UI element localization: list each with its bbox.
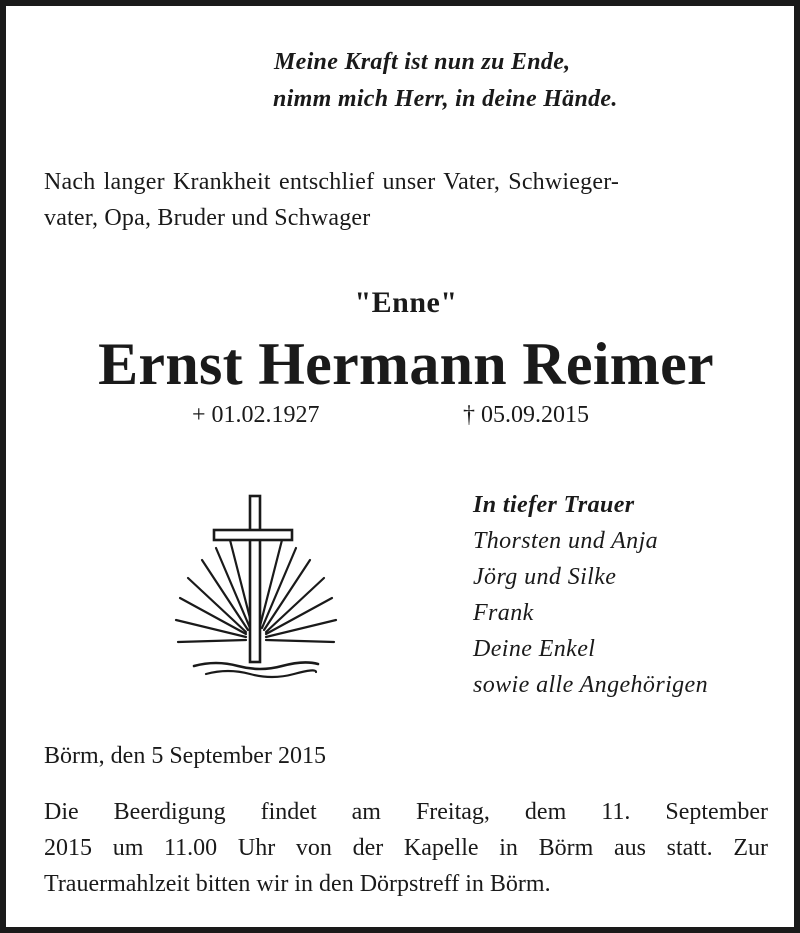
cross-sunrise-icon <box>166 490 346 680</box>
bible-verse <box>274 44 618 118</box>
nickname: "Enne" <box>354 286 458 319</box>
mourner-4: Deine Enkel <box>473 636 596 662</box>
birth-date: + 01.02.1927 <box>192 402 320 428</box>
mourner-3: Frank <box>473 600 534 626</box>
funeral-line-1: Die Beerdigung findet am Freitag, dem 11. September <box>44 799 768 825</box>
verse-line-1: Meine Kraft ist nun zu Ende, <box>274 49 571 75</box>
intro-line-1: Nach langer Krankheit entschlief unser Vater, Schwieger- <box>44 169 620 195</box>
funeral-line-2: 2015 um 11.00 Uhr von der Kapelle in Börm aus statt. Zur <box>44 835 768 861</box>
death-date: † 05.09.2015 <box>463 402 589 428</box>
intro-text <box>44 164 768 236</box>
verse-line-2: nimm mich Herr, in deine Hände. <box>273 86 618 112</box>
place-date: Börm, den 5 September 2015 <box>44 743 326 769</box>
mourners-list <box>473 487 708 703</box>
deceased-name: Ernst Hermann Reimer <box>98 331 714 397</box>
mourners-heading: In tiefer Trauer <box>473 492 635 518</box>
funeral-line-3: Trauermahlzeit bitten wir in den Dörpstreff in Börm. <box>44 871 551 897</box>
funeral-info <box>44 794 768 902</box>
mourner-5: sowie alle Angehörigen <box>473 672 708 698</box>
mourner-2: Jörg und Silke <box>473 564 617 590</box>
mourner-1: Thorsten und Anja <box>473 528 659 554</box>
intro-line-2: vater, Opa, Bruder und Schwager <box>44 205 371 231</box>
